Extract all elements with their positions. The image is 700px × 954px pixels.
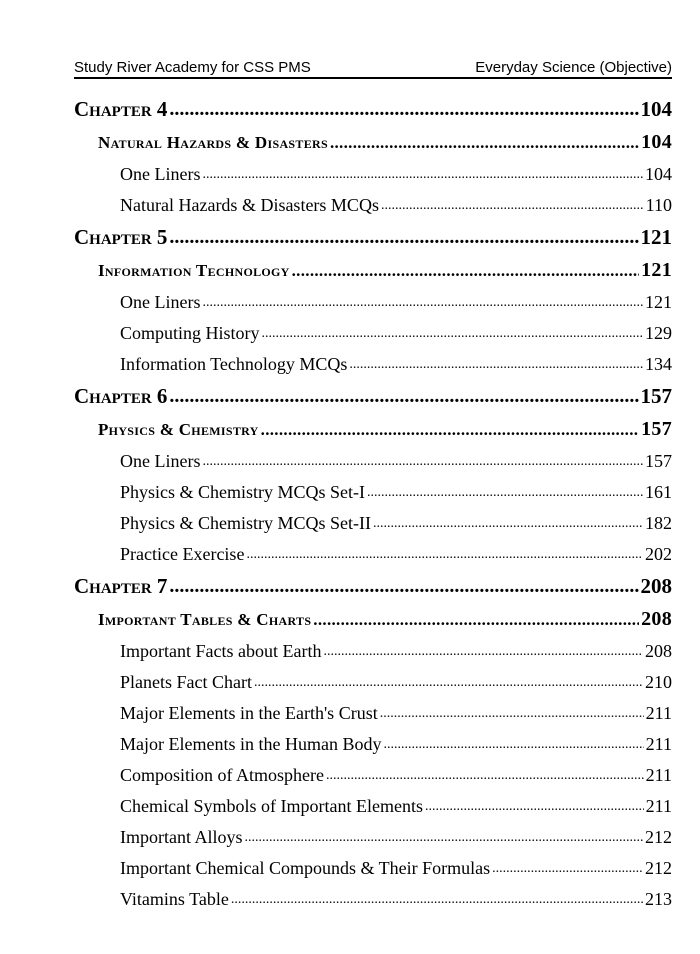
- toc-chapter-entry[interactable]: [74, 380, 672, 413]
- dot-leader: [367, 485, 643, 501]
- toc-entry-title: Composition of Atmosphere: [120, 765, 324, 785]
- toc-section-entry[interactable]: [74, 413, 672, 446]
- toc-entry-page-number: 104: [640, 97, 672, 121]
- toc-entry-page-number: 208: [640, 574, 672, 598]
- dot-leader: [381, 198, 644, 214]
- dot-leader: [383, 737, 643, 753]
- toc-item-entry[interactable]: [74, 791, 672, 822]
- toc-entry-page-number: 121: [645, 292, 672, 312]
- table-of-contents: [74, 93, 672, 915]
- toc-entry-page-number: 134: [645, 354, 672, 374]
- dot-leader: [380, 706, 644, 722]
- toc-entry-page-number: 208: [645, 641, 672, 661]
- toc-entry-page-number: 208: [641, 608, 672, 630]
- toc-entry-page-number: 157: [641, 418, 672, 440]
- dot-leader: [169, 98, 638, 121]
- toc-entry-title: Physics & Chemistry MCQs Set-I: [120, 482, 366, 502]
- toc-entry-page-number: 212: [645, 827, 672, 847]
- toc-entry-page-number: 104: [641, 131, 672, 153]
- toc-section-entry[interactable]: [74, 126, 672, 159]
- toc-item-entry[interactable]: [74, 853, 672, 884]
- dot-leader: [246, 547, 643, 563]
- dot-leader: [245, 830, 644, 846]
- toc-entry-title: Information Technology: [98, 260, 290, 280]
- toc-item-entry[interactable]: [74, 667, 672, 698]
- running-header: [74, 52, 672, 79]
- toc-entry-page-number: 121: [640, 225, 672, 249]
- dot-leader: [425, 799, 644, 815]
- toc-chapter-entry[interactable]: [74, 570, 672, 603]
- dot-leader: [262, 326, 643, 342]
- header-left-title: Study River Academy for CSS PMS: [74, 59, 311, 76]
- toc-entry-title: Chapter 4: [74, 97, 168, 121]
- toc-entry-title: Chapter 6: [74, 384, 168, 408]
- toc-entry-page-number: 110: [645, 195, 672, 215]
- dot-leader: [231, 892, 643, 908]
- toc-item-entry[interactable]: [74, 698, 672, 729]
- toc-entry-page-number: 213: [645, 889, 672, 909]
- dot-leader: [261, 420, 639, 440]
- toc-item-entry[interactable]: [74, 884, 672, 915]
- dot-leader: [202, 295, 643, 311]
- toc-item-entry[interactable]: [74, 760, 672, 791]
- toc-chapter-entry[interactable]: [74, 221, 672, 254]
- dot-leader: [330, 133, 639, 153]
- toc-item-entry[interactable]: [74, 318, 672, 349]
- dot-leader: [169, 575, 638, 598]
- toc-entry-title: Vitamins Table: [120, 889, 229, 909]
- dot-leader: [373, 516, 643, 532]
- toc-entry-title: Chapter 7: [74, 574, 168, 598]
- toc-entry-title: Computing History: [120, 323, 260, 343]
- toc-item-entry[interactable]: [74, 729, 672, 760]
- toc-entry-page-number: 104: [645, 164, 672, 184]
- dot-leader: [313, 610, 639, 630]
- toc-entry-page-number: 211: [645, 765, 672, 785]
- toc-entry-page-number: 182: [645, 513, 672, 533]
- toc-entry-page-number: 157: [645, 451, 672, 471]
- toc-entry-page-number: 211: [645, 734, 672, 754]
- toc-entry-title: Chapter 5: [74, 225, 168, 249]
- toc-section-entry[interactable]: [74, 603, 672, 636]
- dot-leader: [254, 675, 643, 691]
- toc-entry-title: Information Technology MCQs: [120, 354, 348, 374]
- toc-entry-title: Practice Exercise: [120, 544, 245, 564]
- toc-item-entry[interactable]: [74, 190, 672, 221]
- toc-item-entry[interactable]: [74, 287, 672, 318]
- header-right-title: Everyday Science (Objective): [475, 59, 672, 76]
- toc-entry-page-number: 211: [645, 796, 672, 816]
- dot-leader: [169, 385, 638, 408]
- toc-entry-page-number: 210: [645, 672, 672, 692]
- toc-item-entry[interactable]: [74, 822, 672, 853]
- dot-leader: [202, 454, 643, 470]
- toc-entry-page-number: 121: [641, 259, 672, 281]
- toc-item-entry[interactable]: [74, 159, 672, 190]
- toc-item-entry[interactable]: [74, 446, 672, 477]
- dot-leader: [492, 861, 643, 877]
- dot-leader: [349, 357, 643, 373]
- toc-entry-title: Important Alloys: [120, 827, 243, 847]
- toc-entry-title: Physics & Chemistry MCQs Set-II: [120, 513, 372, 533]
- toc-entry-title: Physics & Chemistry: [98, 419, 259, 439]
- toc-entry-title: One Liners: [120, 451, 201, 471]
- dot-leader: [323, 644, 643, 660]
- toc-entry-title: One Liners: [120, 164, 201, 184]
- toc-item-entry[interactable]: [74, 508, 672, 539]
- toc-entry-title: Natural Hazards & Disasters: [98, 132, 328, 152]
- toc-section-entry[interactable]: [74, 254, 672, 287]
- dot-leader: [292, 261, 639, 281]
- toc-entry-page-number: 202: [645, 544, 672, 564]
- toc-chapter-entry[interactable]: [74, 93, 672, 126]
- dot-leader: [169, 226, 638, 249]
- toc-item-entry[interactable]: [74, 349, 672, 380]
- toc-entry-page-number: 212: [645, 858, 672, 878]
- toc-entry-title: Important Tables & Charts: [98, 609, 312, 629]
- toc-entry-title: One Liners: [120, 292, 201, 312]
- toc-item-entry[interactable]: [74, 477, 672, 508]
- dot-leader: [326, 768, 644, 784]
- toc-item-entry[interactable]: [74, 539, 672, 570]
- toc-entry-title: Major Elements in the Human Body: [120, 734, 382, 754]
- toc-entry-title: Planets Fact Chart: [120, 672, 252, 692]
- toc-entry-title: Important Facts about Earth: [120, 641, 322, 661]
- toc-entry-page-number: 129: [645, 323, 672, 343]
- toc-entry-page-number: 211: [645, 703, 672, 723]
- toc-item-entry[interactable]: [74, 636, 672, 667]
- toc-entry-title: Important Chemical Compounds & Their Formulas: [120, 858, 491, 878]
- toc-entry-title: Natural Hazards & Disasters MCQs: [120, 195, 379, 215]
- toc-entry-page-number: 161: [645, 482, 672, 502]
- toc-entry-title: Major Elements in the Earth's Crust: [120, 703, 378, 723]
- toc-entry-page-number: 157: [640, 384, 672, 408]
- dot-leader: [202, 167, 643, 183]
- toc-entry-title: Chemical Symbols of Important Elements: [120, 796, 423, 816]
